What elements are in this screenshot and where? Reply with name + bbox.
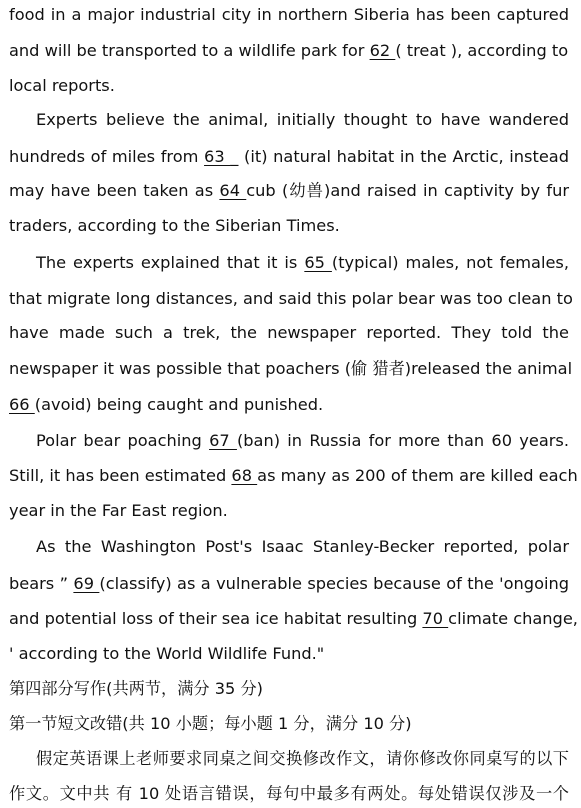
text-run: traders, according to the Siberian Times. <box>9 216 340 235</box>
text-run: (typical) males, not females, <box>331 253 570 272</box>
text-run: and potential loss of their sea ice habitat resulting <box>9 609 423 628</box>
text-line <box>9 288 573 310</box>
blank-number: 65 <box>304 253 332 272</box>
text-run: The experts explained that it is <box>36 253 305 272</box>
text-line <box>9 146 569 168</box>
text-run: ' according to the World Wildlife Fund." <box>9 644 325 663</box>
blank-number: 68 <box>231 466 258 485</box>
text-run: Still, it has been estimated <box>9 466 232 485</box>
blank-number: 67 <box>209 431 237 450</box>
text-line <box>36 748 569 770</box>
text-run: 假定英语课上老师要求同桌之间交换修改作文，请你修改你同桌写的以下 <box>36 749 569 768</box>
text-run: (avoid) being caught and punished. <box>34 395 324 414</box>
blank-number: 62 <box>369 41 396 60</box>
text-run: 第一节短文改错(共 10 小题；每小题 1 分，满分 10 分) <box>9 714 412 733</box>
text-line <box>36 430 569 452</box>
text-run: climate change, <box>448 609 578 628</box>
text-run: local reports. <box>9 76 115 95</box>
blank-number: 63 <box>204 147 231 166</box>
text-run: _ (it) natural habitat in the Arctic, instead <box>230 147 569 166</box>
text-run: ( treat ), according to <box>395 41 569 60</box>
text-line <box>9 180 569 202</box>
text-run: cub (幼兽)and raised in captivity by fur <box>246 181 569 200</box>
text-line <box>9 783 569 805</box>
text-run: (ban) in Russia for more than 60 years. <box>236 431 569 450</box>
blank-number: 70 <box>422 609 449 628</box>
text-run: as many as 200 of them are killed each <box>257 466 578 485</box>
blank-number: 64 <box>219 181 247 200</box>
text-run: As the Washington Post's Isaac Stanley-Becker reported, polar <box>36 537 569 556</box>
text-run: hundreds of miles from <box>9 147 205 166</box>
text-line <box>9 608 578 630</box>
text-line <box>9 4 569 26</box>
text-line <box>9 465 578 487</box>
text-line <box>36 109 569 131</box>
text-run: 第四部分写作(共两节，满分 35 分) <box>9 679 263 698</box>
text-line <box>9 75 569 97</box>
text-run: and will be transported to a wildlife park for <box>9 41 370 60</box>
text-run: have made such a trek, the newspaper reported. They told the <box>9 323 569 342</box>
text-line <box>9 215 569 237</box>
blank-number: 66 <box>9 395 35 414</box>
text-line <box>9 500 569 522</box>
text-run: (classify) as a vulnerable species because of the 'ongoing <box>99 574 570 593</box>
text-run: that migrate long distances, and said this polar bear was too clean to <box>9 289 573 308</box>
text-run: 作文。文中共 有 10 处语言错误，每句中最多有两处。每处错误仅涉及一个 <box>9 784 569 803</box>
text-line <box>9 643 569 665</box>
text-run: year in the Far East region. <box>9 501 228 520</box>
text-line <box>36 536 569 558</box>
text-line <box>9 322 569 344</box>
text-run: bears ” <box>9 574 74 593</box>
text-run: Polar bear poaching <box>36 431 210 450</box>
text-line <box>36 252 569 274</box>
text-line <box>9 40 569 62</box>
text-line <box>9 394 569 416</box>
text-run: newspaper it was possible that poachers (偷 猎者)released the animal <box>9 359 573 378</box>
text-line <box>9 713 569 735</box>
text-run: food in a major industrial city in northern Siberia has been captured <box>9 5 569 24</box>
text-line <box>9 358 573 380</box>
text-line <box>9 573 569 595</box>
text-run: Experts believe the animal, initially thought to have wandered <box>36 110 569 129</box>
text-line <box>9 678 569 700</box>
text-run: may have been taken as <box>9 181 220 200</box>
blank-number: 69 <box>73 574 100 593</box>
